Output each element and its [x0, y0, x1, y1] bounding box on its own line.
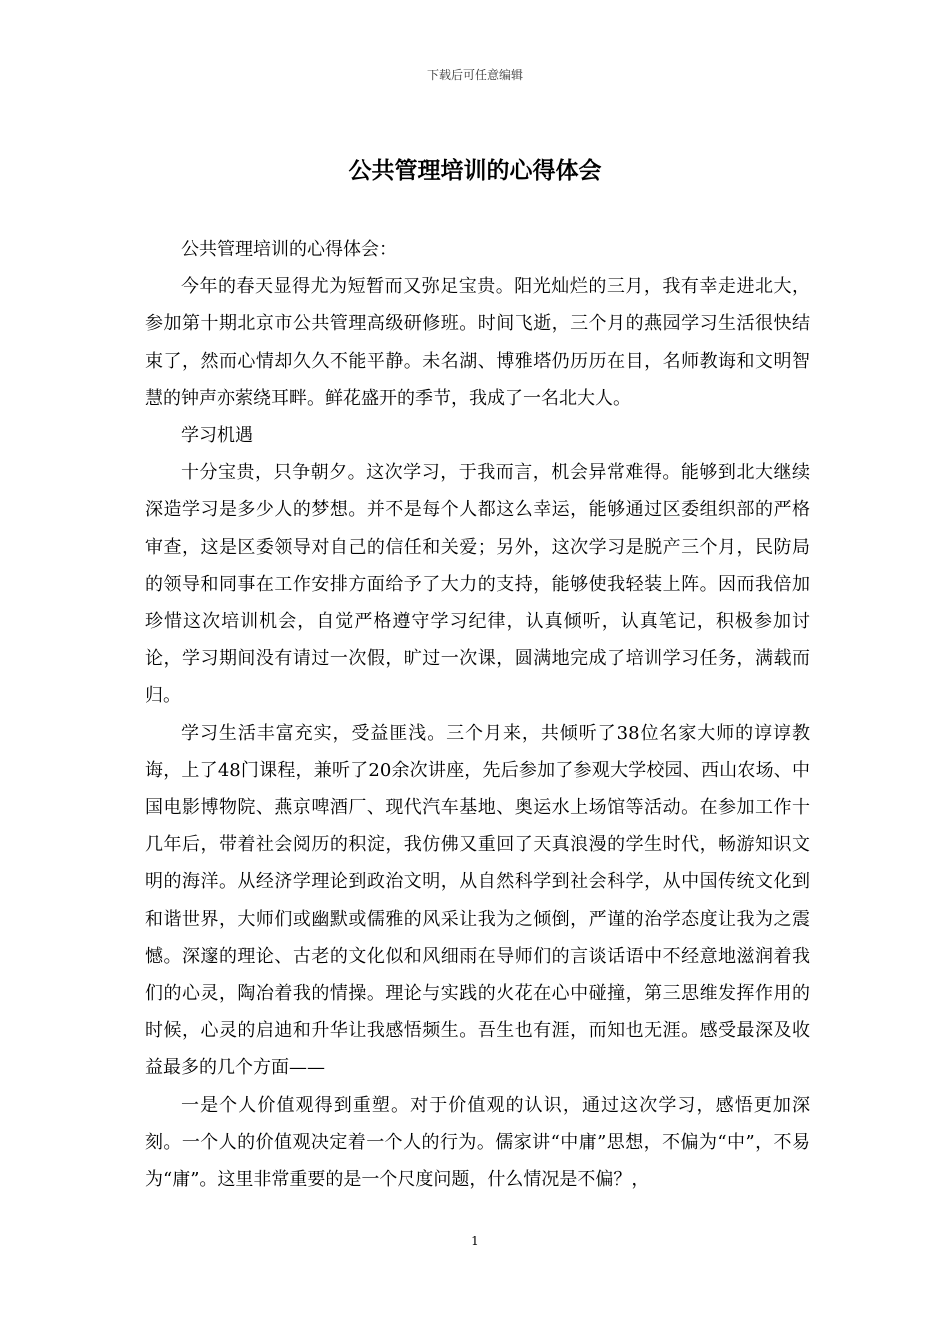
section-heading-learning-opportunity: 学习机遇 [181, 425, 253, 447]
paragraph-greeting: 公共管理培训的心得体会： [181, 239, 397, 260]
paragraph-intro: 今年的春天显得尤为短暂而又弥足宝贵。阳光灿烂的三月，我有幸走进北大，参加第十期北京市公共管理高级研修班。时间飞逝，三个月的燕园学习生活很快结束了，然而心情却久久不能平静。未名湖、博雅塔仍历历在目，名师教诲和文明智慧的钟声亦萦绕耳畔。鲜花盛开的季节，我成了一名北大人。 [145, 276, 810, 409]
document-title: 公共管理培训的心得体会 [348, 157, 602, 184]
document-body [145, 231, 810, 1198]
paragraph-values: 一是个人价值观得到重塑。对于价值观的认识，通过这次学习，感悟更加深刻。一个人的价值观决定着一个人的行为。儒家讲“中庸”思想，不偏为“中”，不易为“庸”。这里非常重要的是一个尺度问题，什么情况是不偏？， [145, 1094, 810, 1191]
page-number: 1 [471, 1234, 479, 1248]
paragraph-opportunity: 十分宝贵，只争朝夕。这次学习，于我而言，机会异常难得。能够到北大继续深造学习是多少人的梦想。并不是每个人都这么幸运，能够通过区委组织部的严格审查，这是区委领导对自己的信任和关爱；另外，这次学习是脱产三个月，民防局的领导和同事在工作安排方面给予了大力的支持，能够使我轻装上阵。因而我倍加珍惜这次培训机会，自觉严格遵守学习纪律，认真倾听，认真笔记，积极参加讨论，学习期间没有请过一次假，旷过一次课，圆满地完成了培训学习任务，满载而归。 [145, 462, 810, 707]
page-header-note: 下载后可任意编辑 [426, 68, 523, 82]
paragraph-study-life: 学习生活丰富充实，受益匪浅。三个月来，共倾听了38位名家大师的谆谆教诲，上了48门课程，兼听了20余次讲座，先后参加了参观大学校园、西山农场、中国电影博物院、燕京啤酒厂、现代汽车基地、奥运水上场馆等活动。在参加工作十几年后，带着社会阅历的积淀，我仿佛又重回了天真浪漫的学生时代，畅游知识文明的海洋。从经济学理论到政治文明，从自然科学到社会科学，从中国传统文化到和谐世界，大师们或幽默或儒雅的风采让我为之倾倒，严谨的治学态度让我为之震憾。深邃的理论、古老的文化似和风细雨在导师们的言谈话语中不经意地滋润着我们的心灵，陶冶着我的情操。理论与实践的火花在心中碰撞，第三思维发挥作用的时候，心灵的启迪和升华让我感悟频生。吾生也有涯，而知也无涯。感受最深及收益最多的几个方面—— [145, 722, 810, 1079]
